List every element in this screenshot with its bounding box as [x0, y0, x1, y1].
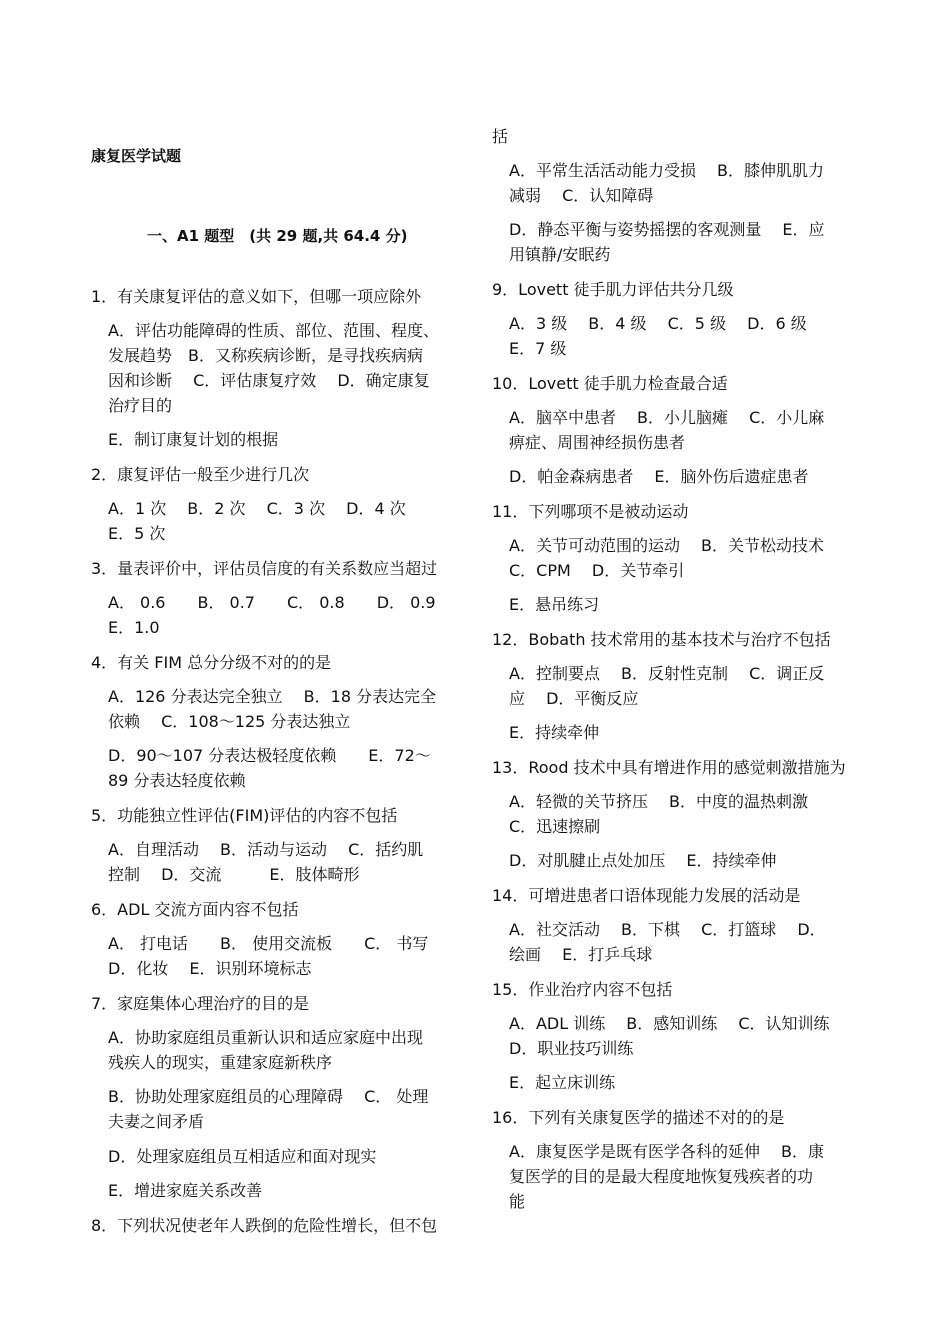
option-line: D．90～107 分表达极轻度依赖 E．72～: [108, 746, 431, 765]
option-line: A． 打电话 B． 使用交流板 C． 书写: [108, 934, 429, 953]
option-line: D．职业技巧训练: [509, 1039, 634, 1058]
option-line: A．评估功能障碍的性质、部位、范围、程度、: [108, 321, 439, 340]
option-line: 减弱 C．认知障碍: [509, 186, 654, 205]
option-line: A．自理活动 B．活动与运动 C．括约肌: [108, 840, 424, 859]
question-12: 12．Bobath 技术常用的基本技术与治疗不包括: [492, 630, 831, 649]
option-line: A．ADL 训练 B．感知训练 C．认知训练: [509, 1014, 830, 1033]
option-line: E．1.0: [108, 618, 160, 637]
option-line: 能: [509, 1192, 526, 1211]
question-9: 9．Lovett 徒手肌力评估共分几级: [492, 280, 734, 299]
option-line: A．关节可动范围的运动 B．关节松动技术: [509, 536, 825, 555]
option-line: 控制 D．交流 E．肢体畸形: [108, 865, 360, 884]
question-4: 4．有关 FIM 总分分级不对的的是: [91, 653, 332, 672]
question-1: 1．有关康复评估的意义如下，但哪一项应除外: [91, 287, 422, 306]
question-11: 11．下列哪项不是被动运动: [492, 502, 689, 521]
option-line: A．平常生活活动能力受损 B．膝伸肌肌力: [509, 161, 825, 180]
option-line: A．康复医学是既有医学各科的延伸 B．康: [509, 1142, 825, 1161]
option-line: D．处理家庭组员互相适应和面对现实: [108, 1147, 377, 1166]
option-line: 复医学的目的是最大程度地恢复残疾者的功: [509, 1167, 814, 1186]
document-title: 康复医学试题: [91, 147, 182, 165]
option-line: 应 D．平衡反应: [509, 689, 639, 708]
option-line: E．制订康复计划的根据: [108, 430, 279, 449]
option-line: D．静态平衡与姿势摇摆的客观测量 E．应: [509, 220, 825, 239]
question-3: 3．量表评价中，评估员信度的有关系数应当超过: [91, 559, 438, 578]
question-14: 14．可增进患者口语体现能力发展的活动是: [492, 886, 801, 905]
question-5: 5．功能独立性评估(FIM)评估的内容不包括: [91, 806, 398, 825]
option-line: 夫妻之间矛盾: [108, 1112, 205, 1131]
option-line: E．5 次: [108, 524, 166, 543]
option-line: A．社交活动 B．下棋 C．打篮球 D．: [509, 920, 826, 939]
question-16: 16．下列有关康复医学的描述不对的的是: [492, 1108, 785, 1127]
option-line: D．化妆 E．识别环境标志: [108, 959, 312, 978]
option-line: E．起立床训练: [509, 1073, 616, 1092]
option-line: A．1 次 B．2 次 C．3 次 D．4 次: [108, 499, 406, 518]
option-line: 治疗目的: [108, 396, 173, 415]
question-15: 15．作业治疗内容不包括: [492, 980, 673, 999]
option-line: A．脑卒中患者 B．小儿脑瘫 C．小儿麻: [509, 408, 825, 427]
option-line: 绘画 E．打乒乓球: [509, 945, 653, 964]
question-2: 2．康复评估一般至少进行几次: [91, 465, 310, 484]
question-7: 7．家庭集体心理治疗的目的是: [91, 994, 310, 1013]
option-line: C．迅速擦刷: [509, 817, 601, 836]
option-line: E．增进家庭关系改善: [108, 1181, 263, 1200]
option-line: A．3 级 B．4 级 C．5 级 D．6 级: [509, 314, 807, 333]
option-line: D．对肌腱止点处加压 E．持续牵伸: [509, 851, 777, 870]
question-8-continued: 括: [492, 127, 509, 146]
option-line: A． 0.6 B． 0.7 C． 0.8 D． 0.9: [108, 593, 436, 612]
option-line: 残疾人的现实，重建家庭新秩序: [108, 1053, 333, 1072]
option-line: C．CPM D．关节牵引: [509, 561, 685, 580]
option-line: E．持续牵伸: [509, 723, 600, 742]
option-line: A．协助家庭组员重新认识和适应家庭中出现: [108, 1028, 423, 1047]
option-line: D．帕金森病患者 E．脑外伤后遗症患者: [509, 467, 809, 486]
question-10: 10．Lovett 徒手肌力检查最合适: [492, 374, 728, 393]
option-line: A．控制要点 B．反射性克制 C．调正反: [509, 664, 825, 683]
option-line: 发展趋势 B．又称疾病诊断，是寻找疾病病: [108, 346, 423, 365]
section-heading: 一、A1 题型 (共 29 题,共 64.4 分): [147, 227, 408, 245]
question-8: 8．下列状况使老年人跌倒的危险性增长，但不包: [91, 1216, 438, 1235]
option-line: 依赖 C．108～125 分表达独立: [108, 712, 351, 731]
option-line: 因和诊断 C．评估康复疗效 D．确定康复: [108, 371, 430, 390]
option-line: E．7 级: [509, 339, 567, 358]
option-line: E．悬吊练习: [509, 595, 600, 614]
question-6: 6．ADL 交流方面内容不包括: [91, 900, 299, 919]
option-line: 89 分表达轻度依赖: [108, 771, 246, 790]
question-13: 13．Rood 技术中具有增进作用的感觉刺激措施为: [492, 758, 846, 777]
option-line: A．126 分表达完全独立 B．18 分表达完全: [108, 687, 437, 706]
option-line: 痹症、周围神经损伤患者: [509, 433, 686, 452]
option-line: B．协助处理家庭组员的心理障碍 C． 处理: [108, 1087, 429, 1106]
option-line: 用镇静/安眠药: [509, 245, 611, 264]
option-line: A．轻微的关节挤压 B．中度的温热刺激: [509, 792, 809, 811]
